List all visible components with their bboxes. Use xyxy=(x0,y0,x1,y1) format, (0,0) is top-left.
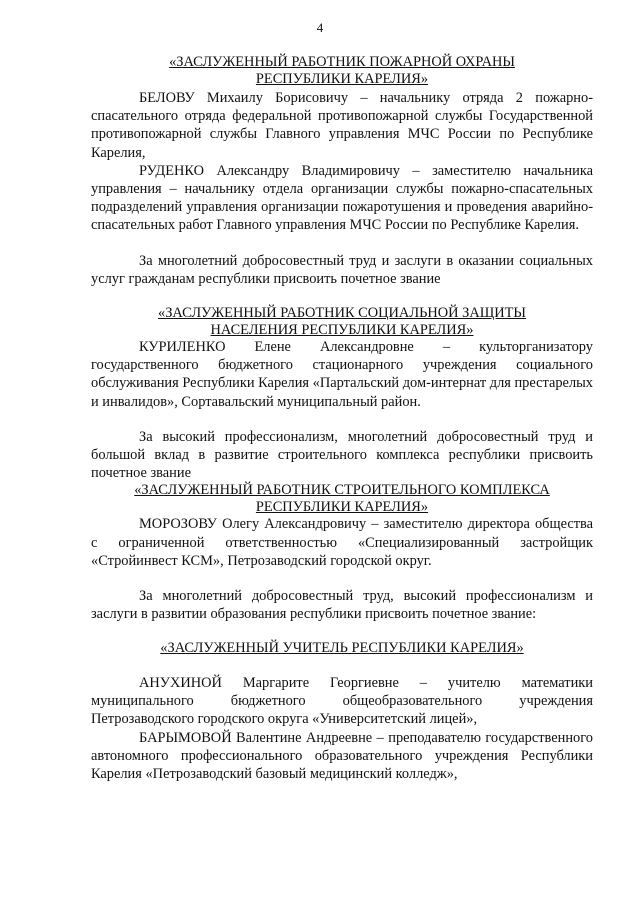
award-intro-construction: За высокий профессионализм, многолетний добросовестный труд и большой вклад в развитие строительного комплекса республики присвоить почетное звание xyxy=(91,428,593,482)
awardee-entry: КУРИЛЕНКО Елене Александровне – культорганизатору государственного бюджетного стационарного учреждения социального обслуживания Республики Карелия «Партальский дом-интернат для престарелых и инвалидов», Сортавальский муниципальный район. xyxy=(91,339,593,410)
award-heading-teacher: «ЗАСЛУЖЕННЫЙ УЧИТЕЛЬ РЕСПУБЛИКИ КАРЕЛИЯ» xyxy=(160,640,524,657)
page-number: 4 xyxy=(316,20,324,35)
award-heading-construction-line2: РЕСПУБЛИКИ КАРЕЛИЯ» xyxy=(255,498,429,515)
document-body xyxy=(91,54,593,783)
award-section-teacher xyxy=(91,587,593,783)
award-section-social xyxy=(91,252,593,411)
award-heading-social-line1: «ЗАСЛУЖЕННЫЙ РАБОТНИК СОЦИАЛЬНОЙ ЗАЩИТЫ xyxy=(158,305,526,322)
award-heading-fire-line2: РЕСПУБЛИКИ КАРЕЛИЯ» xyxy=(255,70,429,87)
awardee-entry: БЕЛОВУ Михаилу Борисовичу – начальнику отряда 2 пожарно-спасательного отряда федеральной противопожарной службы Государственной противопожарной службы Главного управления МЧС России по Республике Карелия, xyxy=(91,90,593,161)
award-intro-teacher: За многолетний добросовестный труд, высокий профессионализм и заслуги в развитии образования республики присвоить почетное звание: xyxy=(91,588,593,623)
award-heading-fire-line1: «ЗАСЛУЖЕННЫЙ РАБОТНИК ПОЖАРНОЙ ОХРАНЫ xyxy=(169,54,515,70)
award-heading-social-line2: НАСЕЛЕНИЯ РЕСПУБЛИКИ КАРЕЛИЯ» xyxy=(210,321,474,338)
award-section-fire xyxy=(91,54,593,235)
award-heading-construction-line1: «ЗАСЛУЖЕННЫЙ РАБОТНИК СТРОИТЕЛЬНОГО КОМПЛЕКСА xyxy=(134,482,550,499)
awardee-entry: РУДЕНКО Александру Владимировичу – заместителю начальника управления – начальнику отдела организации службы пожарно-спасательных подразделений управления организации пожаротушения и проведения аварийно-спасательных работ Главного управления МЧС России по Республике Карелия. xyxy=(91,162,593,234)
award-intro-social: За многолетний добросовестный труд и заслуги в оказании социальных услуг гражданам республики присвоить почетное звание xyxy=(91,252,593,287)
awardee-entry: БАРЫМОВОЙ Валентине Андреевне – преподавателю государственного автономного профессионального образовательного учреждения Республики Карелия «Петрозаводский базовый медицинский колледж», xyxy=(91,729,593,782)
award-section-construction xyxy=(91,428,593,570)
awardee-entry: МОРОЗОВУ Олегу Александровичу – заместителю директора общества с ограниченной ответственностью «Специализированный застройщик «Стройинвест КСМ», Петрозаводский городской округ. xyxy=(91,516,593,569)
awardee-entry: АНУХИНОЙ Маргарите Георгиевне – учителю математики муниципального бюджетного общеобразовательного учреждения Петрозаводского городского округа «Университетский лицей», xyxy=(91,674,593,728)
